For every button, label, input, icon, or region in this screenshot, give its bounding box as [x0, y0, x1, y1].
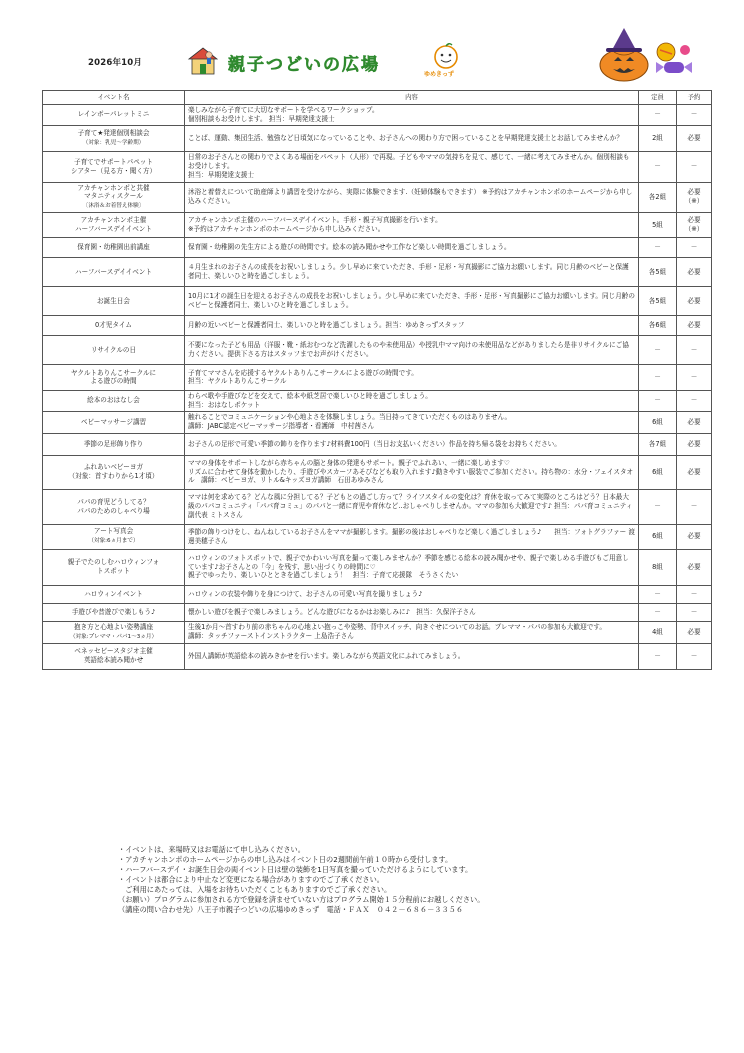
- note-line: ・イベントは、来場時又はお電話にて申し込みください。: [118, 845, 305, 854]
- capacity-cell: －: [639, 585, 677, 603]
- event-name-cell: [43, 151, 185, 182]
- reservation-cell: 必要 （※）: [677, 182, 712, 212]
- event-content-cell: ママの身体をサポートしながら赤ちゃんの脳と身体の発達もサポート。親子でふれあい、一緒に楽しめます♡ リズムに合わせて身体を動かしたり、手遊びやスカーフあそびなども取り入れます♪動きやすい服装でご参加ください。持ち物の：水分・フェイスタオル 講師：ベビーヨガ、リトル&キッズヨガ講師 石田あゆみさん: [185, 455, 639, 489]
- table-row: [43, 105, 712, 126]
- capacity-cell: －: [639, 105, 677, 126]
- event-name-cell: [43, 212, 185, 237]
- table-row: [43, 489, 712, 524]
- reservation-cell: 必要 （※）: [677, 212, 712, 237]
- event-content-cell: お子さんの足形で可愛い季節の飾りを作ります♪材料費100円（当日お支払いください）作品を持ち帰る袋をお持ちください。: [185, 433, 639, 455]
- reservation-cell: 必要: [677, 257, 712, 286]
- capacity-cell: －: [639, 237, 677, 257]
- event-name-cell: [43, 125, 185, 151]
- reservation-cell: －: [677, 335, 712, 364]
- table-row: [43, 411, 712, 433]
- event-name-cell: [43, 603, 185, 621]
- logo-text: ゆめきっず: [424, 71, 455, 78]
- note-line: （講座の問い合わせ先）八王子市親子つどいの広場ゆめきっず 電話・ＦＡＸ ０４２－６８６－３３５６: [118, 905, 464, 914]
- event-name-cell: [43, 621, 185, 643]
- table-row: [43, 455, 712, 489]
- note-line: （お願い）プログラムに参加される方で登録を済ませていない方はプログラム開始１５分程前にお越しください。: [118, 895, 485, 904]
- reservation-cell: －: [677, 237, 712, 257]
- event-content-cell: 楽しみながら子育てに大切なサポートを学べるワークショップ。 個別相談もお受けします。 担当：早期発達支援士: [185, 105, 639, 126]
- event-name: 抱き方と心地よい姿勢講座: [73, 622, 154, 631]
- capacity-cell: －: [639, 643, 677, 669]
- event-name-cell: [43, 433, 185, 455]
- table-row: [43, 585, 712, 603]
- table-row: [43, 182, 712, 212]
- table-row: [43, 643, 712, 669]
- table-row: [43, 286, 712, 315]
- event-content-cell: 懐かしい遊びを親子で楽しみましょう。どんな遊びになるかはお楽しみに♪ 担当：久保洋子さん: [185, 603, 639, 621]
- capacity-cell: 2組: [639, 125, 677, 151]
- event-content-cell: ４月生まれのお子さんの成長をお祝いしましょう。少し早めに来ていただき、手形・足形・写真撮影にご協力お願いします。同じ月齢のベビーと保護者同士、楽しいひと時を過ごしましょう。: [185, 257, 639, 286]
- event-name: 絵本のおはなし会: [87, 396, 140, 405]
- event-name: お誕生日会: [97, 296, 130, 305]
- table-row: [43, 433, 712, 455]
- event-name-cell: [43, 315, 185, 335]
- event-name: 親子でたのしむハロウィンフォ トスポット: [67, 558, 160, 576]
- capacity-cell: －: [639, 603, 677, 621]
- reservation-cell: －: [677, 489, 712, 524]
- event-name-cell: [43, 335, 185, 364]
- table-row: [43, 151, 712, 182]
- event-name-cell: [43, 237, 185, 257]
- event-name-cell: [43, 286, 185, 315]
- table-row: [43, 315, 712, 335]
- event-name: アカチャンホンポと共催 マタニティスクール: [77, 183, 150, 201]
- reservation-cell: 必要: [677, 524, 712, 549]
- header-banner: [186, 42, 486, 82]
- event-name-cell: [43, 489, 185, 524]
- capacity-cell: 各6組: [639, 315, 677, 335]
- event-name: ハーフバースデイイベント: [74, 267, 152, 276]
- reservation-cell: －: [677, 105, 712, 126]
- event-name: 手遊びや昔遊びで楽しもう♪: [71, 607, 156, 616]
- page-title: 親子つどいの広場: [228, 55, 380, 75]
- capacity-cell: 4組: [639, 621, 677, 643]
- event-name: ハロウィンイベント: [84, 589, 143, 598]
- reservation-cell: －: [677, 151, 712, 182]
- event-content-cell: ことば、運動、集団生活、勉強など日頃気になっていることや、お子さんへの関わり方で困っていることを早期発達支援士とお話してみませんか？: [185, 125, 639, 151]
- event-name: パパの育児どうしてる？ パパのためのしゃべり場: [77, 497, 150, 515]
- event-content-cell: 日常のお子さんとの関わりでよくある場面をパペット（人形）で再現。子どもやママの気持ちを見て、感じて、一緒に考えてみませんか。個別相談もお受けします。 担当：早期発達支援士: [185, 151, 639, 182]
- reservation-cell: 必要: [677, 433, 712, 455]
- reservation-cell: 必要: [677, 125, 712, 151]
- event-name-cell: [43, 643, 185, 669]
- event-content-cell: 子育てママさんを応援するヤクルトありんこサークルによる遊びの時間です。 担当：ヤクルトありんこサークル: [185, 364, 639, 390]
- pumpkin-witch-hat-icon: [596, 28, 652, 82]
- reservation-cell: 必要: [677, 455, 712, 489]
- note-line: ご利用にあたっては、入場をお待ちいただくこともありますのでご了承ください。: [118, 885, 392, 894]
- event-target-note: （対象:6ヵ月まで）: [88, 538, 139, 545]
- table-row: [43, 125, 712, 151]
- capacity-cell: 6組: [639, 411, 677, 433]
- reservation-cell: 必要: [677, 411, 712, 433]
- event-target-note: （対象：乳児～学齢期）: [82, 139, 145, 146]
- capacity-cell: －: [639, 364, 677, 390]
- table-row: [43, 621, 712, 643]
- table-row: [43, 549, 712, 585]
- event-name-cell: [43, 182, 185, 212]
- capacity-cell: 各5組: [639, 257, 677, 286]
- event-name: アカチャンホンポ主催 ハーフバースデイイベント: [74, 216, 152, 233]
- event-content-cell: アカチャンホンポ主催のハーフバースデイイベント。手形・親子写真撮影を行います。 ※予約はアカチャンホンポのホームページから申し込みください。: [185, 212, 639, 237]
- event-content-cell: 触れることでコミュニケーションや心地よさを体験しましょう。当日持ってきていただくものはありません。 講師：JABC認定ベビーマッサージ指導者・看護師 中村茜さん: [185, 411, 639, 433]
- event-name-cell: [43, 411, 185, 433]
- capacity-cell: －: [639, 489, 677, 524]
- event-name: リサイクルの日: [90, 345, 137, 354]
- reservation-cell: 必要: [677, 286, 712, 315]
- event-name: アート写真会: [93, 527, 134, 536]
- capacity-cell: 6組: [639, 455, 677, 489]
- note-line: ・イベントは都合により中止など変更になる場合がありますのでご了承ください。: [118, 875, 384, 884]
- event-content-cell: 沐浴と着替えについて助産師より講習を受けながら、実際に体験できます.（妊婦体験もできます） ※予約はアカチャンホンポのホームページから申し込みください。: [185, 182, 639, 212]
- capacity-cell: 6組: [639, 524, 677, 549]
- reservation-cell: －: [677, 390, 712, 411]
- event-content-cell: ハロウィンのフォトスポットで、親子でかわいい写真を撮って楽しみませんか？季節を感じる絵本の読み聞かせや、親子で楽しめる手遊びもご用意しています♪お子さんとの「今」を残す、思い出づくりの時間に♡ 親子でゆったり、楽しいひとときを過ごしましょう！ 担当：子育て応援隊 そうさくたい: [185, 549, 639, 585]
- event-name: 0才児タイム: [94, 321, 133, 330]
- column-header-content: 内容: [185, 91, 639, 105]
- event-name: 子育て★発達個別相談会: [77, 128, 150, 137]
- reservation-cell: 必要: [677, 315, 712, 335]
- event-content-cell: わらべ歌や手遊びなどを交えて、絵本や紙芝居で楽しいひと時を過ごしましょう。 担当：おはなしポケット: [185, 390, 639, 411]
- event-content-cell: 季節の飾りつけをし、ねんねしているお子さんをママが撮影します。撮影の後はおしゃべりなど楽しく過ごしましょう♪ 担当：フォトグラファー 渡邊美穂子さん: [185, 524, 639, 549]
- capacity-cell: 各5組: [639, 286, 677, 315]
- note-line: ・アカチャンホンポのホームページからの申し込みはイベント日の2週間前午前１０時から受付します。: [118, 855, 453, 864]
- event-content-cell: 不要になった子ども用品（洋服・靴・紙おむつなど洗濯したものや未使用品）や授乳中ママ向けの未使用品などがありましたら是非リサイクルにご協力ください。提供下さる方はスタッフまでお声がけください。: [185, 335, 639, 364]
- event-name-cell: [43, 257, 185, 286]
- event-name: ベビーマッサージ講習: [80, 417, 147, 426]
- event-name: 子育てでサポートパペット シアター（見る方・聞く方）: [70, 157, 157, 175]
- event-content-cell: 月齢の近いベビーと保護者同士、楽しいひと時を過ごしましょう。担当：ゆめきっずスタッフ: [185, 315, 639, 335]
- reservation-cell: －: [677, 585, 712, 603]
- reservation-cell: －: [677, 643, 712, 669]
- event-name-cell: [43, 455, 185, 489]
- issue-date: 2026年10月: [88, 58, 143, 68]
- candy-icon: [652, 38, 694, 80]
- capacity-cell: 8組: [639, 549, 677, 585]
- reservation-cell: 必要: [677, 549, 712, 585]
- column-header-capacity: 定員: [639, 91, 677, 105]
- event-target-note: 〔沐浴＆お着替え体験〕: [82, 203, 145, 210]
- event-name: 保育園・幼稚園出前講座: [77, 243, 150, 252]
- event-name-cell: [43, 524, 185, 549]
- event-name-cell: [43, 585, 185, 603]
- event-name: レインボーパレットミニ: [77, 110, 150, 119]
- event-name: ヤクルトありんこサークルに よる遊びの時間: [70, 368, 157, 386]
- table-header-row: [43, 91, 712, 105]
- table-row: [43, 364, 712, 390]
- table-row: [43, 390, 712, 411]
- capacity-cell: 5組: [639, 212, 677, 237]
- event-target-note: （対象:プレママ・パパ1～3ヵ月）: [69, 633, 158, 640]
- event-content-cell: 保育園・幼稚園の先生方による遊びの時間です。絵本の読み聞かせや工作など楽しい時間を過ごしましょう。: [185, 237, 639, 257]
- event-content-cell: ママは何を求めてる？どんな風に分担してる？子どもとの過ごし方って？ライフスタイルの変化は？育休を取ってみて実際のところはどう？日本最大級のパパコミュニティ「パパ育コミュ」のパパと一緒に育児や育休など‥おしゃべりしませんか。ママの参加も大歓迎です♪ 担当：パパ育コミュニティ副代表 ミトスさん: [185, 489, 639, 524]
- event-name-cell: [43, 105, 185, 126]
- capacity-cell: 各7組: [639, 433, 677, 455]
- event-name: 季節の足形飾り作り: [83, 439, 144, 448]
- table-row: [43, 237, 712, 257]
- capacity-cell: －: [639, 151, 677, 182]
- event-name: ふれあいベビーヨガ （対象：首すわりから1才頃）: [68, 463, 159, 481]
- note-line: ・ハーフバースデイ・お誕生日会の両イベント日は壁の装飾を1日写真を撮っていただけるようにしています。: [118, 865, 473, 874]
- column-header-reservation: 予約: [677, 91, 712, 105]
- table-row: [43, 524, 712, 549]
- reservation-cell: －: [677, 364, 712, 390]
- event-name-cell: [43, 390, 185, 411]
- column-header-event: イベント名: [43, 91, 185, 105]
- reservation-cell: －: [677, 603, 712, 621]
- event-content-cell: 10月に1才の誕生日を迎えるお子さんの成長をお祝いしましょう。少し早めに来ていただき、手形・足形・写真撮影にご協力お願いします。同じ月齢のベビーと保護者同士、楽しいひと時を過ごしましょう。: [185, 286, 639, 315]
- house-icon: [186, 46, 220, 76]
- capacity-cell: 各2組: [639, 182, 677, 212]
- table-row: [43, 335, 712, 364]
- event-content-cell: ハロウィンの衣装や飾りを身につけて、お子さんの可愛い写真を撮りましょう♪: [185, 585, 639, 603]
- table-row: [43, 257, 712, 286]
- reservation-cell: 必要: [677, 621, 712, 643]
- capacity-cell: －: [639, 390, 677, 411]
- capacity-cell: －: [639, 335, 677, 364]
- table-row: [43, 603, 712, 621]
- event-content-cell: 外国人講師が英語絵本の読みきかせを行います。楽しみながら英語文化にふれてみましょう。: [185, 643, 639, 669]
- event-name-cell: [43, 549, 185, 585]
- event-content-cell: 生後1か月～首すわり前の赤ちゃんの心地よい抱っこや姿勢、背中スイッチ、向きぐせについてのお話。プレママ・パパの参加も大歓迎です。 講師：タッチファーストインストラクター 上島浩子さん: [185, 621, 639, 643]
- event-schedule-table: [42, 90, 712, 670]
- table-row: [43, 212, 712, 237]
- event-name-cell: [43, 364, 185, 390]
- event-name: ベネッセビースタジオ主催 英語絵本読み聞かせ: [74, 647, 153, 665]
- notes-section: [118, 845, 638, 915]
